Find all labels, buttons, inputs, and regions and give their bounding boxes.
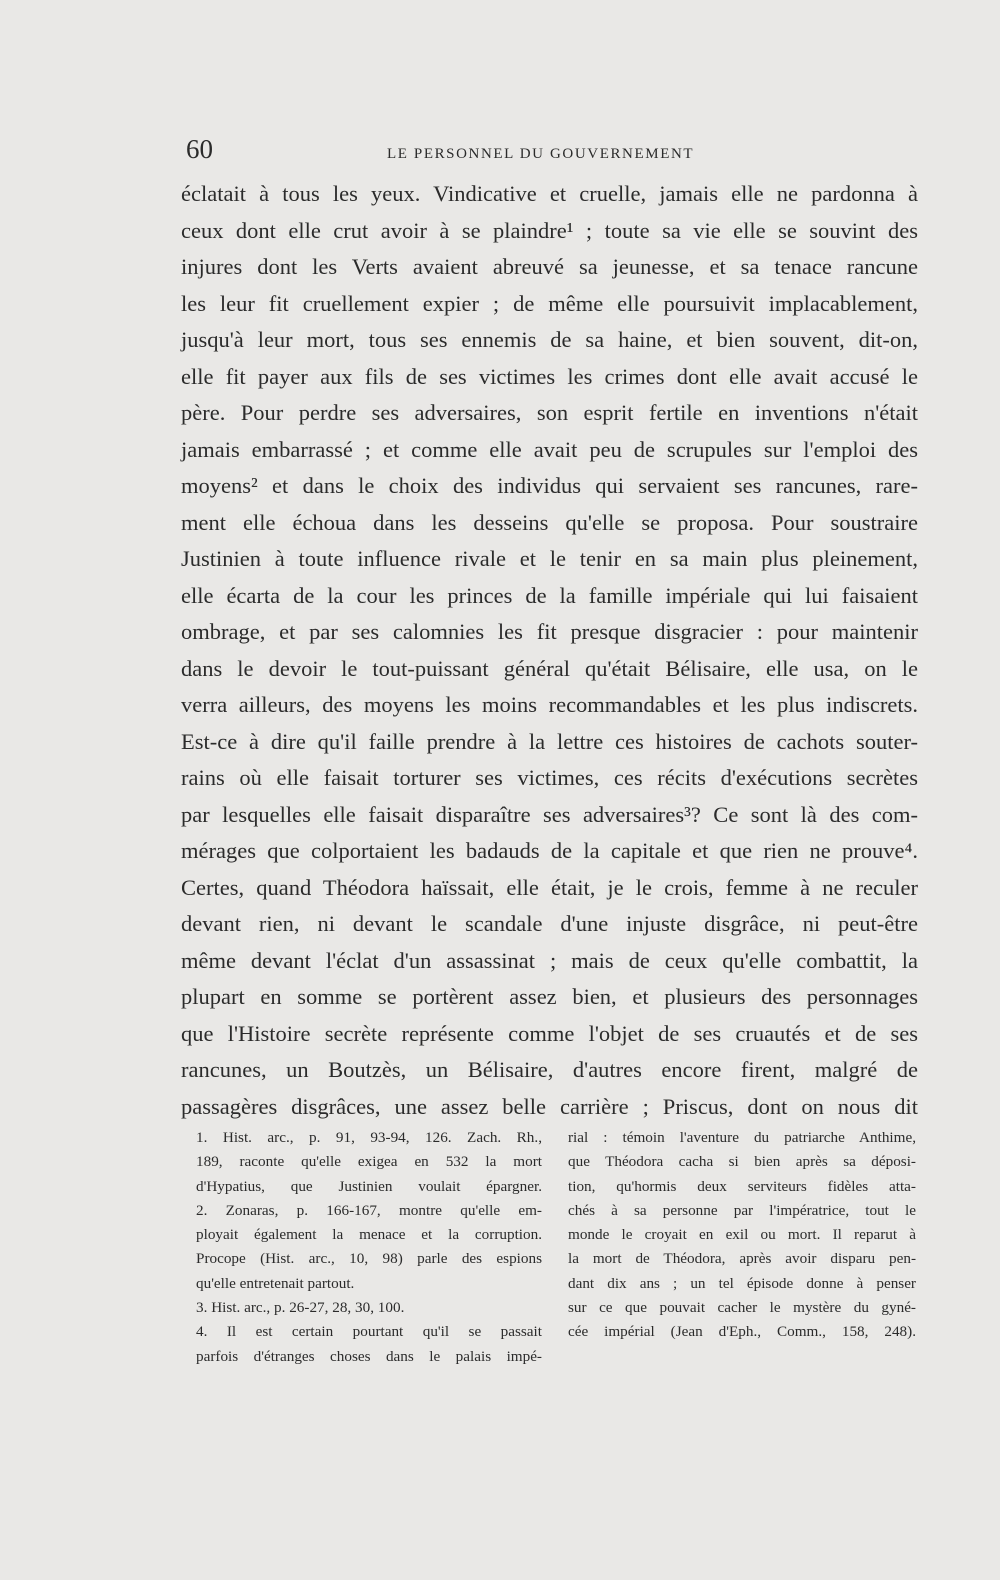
body-line: elle écarta de la cour les princes de la famille impériale qui lui faisaient: [181, 582, 918, 608]
footnote-line: rial : témoin l'aventure du patriarche Anthime,: [568, 1129, 916, 1146]
body-line: même devant l'éclat d'un assassinat ; mais de ceux qu'elle combattit, la: [181, 947, 918, 973]
body-line: jamais embarrassé ; et comme elle avait peu de scrupules sur l'emploi des: [181, 436, 918, 462]
body-line: Justinien à toute influence rivale et le tenir en sa main plus pleinement,: [181, 546, 918, 571]
body-line: ceux dont elle crut avoir à se plaindre¹ ; toute sa vie elle se souvint des: [181, 217, 918, 243]
body-line: ombrage, et par ses calomnies les fit presque disgracier : pour maintenir: [181, 619, 918, 644]
footnotes-right-column: [568, 1126, 916, 1345]
body-line: Est-ce à dire qu'il faille prendre à la lettre ces histoires de cachots souter-: [181, 728, 918, 754]
footnote-line: 2. Zonaras, p. 166-167, montre qu'elle em-: [196, 1201, 542, 1219]
footnote-line: dant dix ans ; un tel épisode donne à penser: [568, 1274, 916, 1292]
footnote-line: 4. Il est certain pourtant qu'il se passait: [196, 1323, 542, 1341]
body-line: rancunes, un Boutzès, un Bélisaire, d'autres encore firent, malgré de: [181, 1057, 918, 1082]
footnote-line: ployait également la menace et la corruption.: [196, 1226, 542, 1244]
footnote-line: monde le croyait en exil ou mort. Il reparut à: [568, 1226, 916, 1244]
body-line: les leur fit cruellement expier ; de même elle poursuivit implacablement,: [181, 290, 918, 316]
footnotes-left-column: [196, 1126, 542, 1369]
body-line: dans le devoir le tout-puissant général qu'était Bélisaire, elle usa, on le: [181, 655, 918, 681]
body-line: mérages que colportaient les badauds de la capitale et que rien ne prouve⁴.: [181, 838, 918, 863]
footnote-line: chés à sa personne par l'impératrice, tout le: [568, 1201, 916, 1219]
footnote-line: sur ce que pouvait cacher le mystère du gyné-: [568, 1299, 916, 1317]
footnote-line: 189, raconte qu'elle exigea en 532 la mort: [196, 1153, 542, 1171]
running-title: LE PERSONNEL DU GOUVERNEMENT: [387, 146, 695, 162]
body-line: passagères disgrâces, une assez belle carrière ; Priscus, dont on nous dit: [181, 1093, 918, 1119]
body-line: rains où elle faisait torturer ses victimes, ces récits d'exécutions secrètes: [181, 765, 918, 790]
body-line: verra ailleurs, des moyens les moins recommandables et les plus indiscrets.: [181, 692, 918, 717]
footnote-line: tion, qu'hormis deux serviteurs fidèles atta-: [568, 1177, 916, 1195]
body-line: père. Pour perdre ses adversaires, son esprit fertile en inventions n'était: [181, 400, 918, 425]
body-line: injures dont les Verts avaient abreuvé sa jeunesse, et sa tenace rancune: [181, 254, 918, 279]
running-head: [186, 134, 916, 174]
body-text: [181, 176, 918, 1125]
footnote-line: qu'elle entretenait partout.: [196, 1274, 355, 1292]
footnote-line: que Théodora cacha si bien après sa déposi-: [568, 1153, 916, 1171]
footnote-line: Procope (Hist. arc., 10, 98) parle des espions: [196, 1250, 542, 1268]
footnote-line: la mort de Théodora, après avoir disparu pen-: [568, 1250, 916, 1268]
body-line: Certes, quand Théodora haïssait, elle était, je le crois, femme à ne reculer: [181, 874, 918, 900]
page-number: 60: [186, 134, 213, 164]
body-line: ment elle échoua dans les desseins qu'elle se proposa. Pour soustraire: [181, 509, 918, 535]
body-line: moyens² et dans le choix des individus qui servaient ses rancunes, rare-: [181, 473, 918, 498]
body-line: devant rien, ni devant le scandale d'une injuste disgrâce, ni peut-être: [181, 911, 918, 936]
body-line: elle fit payer aux fils de ses victimes les crimes dont elle avait accusé le: [181, 363, 918, 389]
body-line: plupart en somme se portèrent assez bien, et plusieurs des personnages: [181, 984, 918, 1009]
body-line: par lesquelles elle faisait disparaître ses adversaires³? Ce sont là des com-: [181, 801, 918, 827]
footnote-line: 1. Hist. arc., p. 91, 93-94, 126. Zach. Rh.,: [196, 1129, 542, 1146]
body-line: éclatait à tous les yeux. Vindicative et cruelle, jamais elle ne pardonna à: [181, 181, 918, 206]
footnote-line: 3. Hist. arc., p. 26-27, 28, 30, 100.: [196, 1299, 405, 1317]
footnote-line: cée impérial (Jean d'Eph., Comm., 158, 248).: [568, 1323, 916, 1341]
footnote-line: d'Hypatius, que Justinien voulait épargner.: [196, 1177, 542, 1195]
body-line: que l'Histoire secrète représente comme l'objet de ses cruautés et de ses: [181, 1020, 918, 1046]
footnote-line: parfois d'étranges choses dans le palais impé-: [196, 1347, 542, 1365]
body-line: jusqu'à leur mort, tous ses ennemis de sa haine, et bien souvent, dit-on,: [181, 327, 918, 352]
